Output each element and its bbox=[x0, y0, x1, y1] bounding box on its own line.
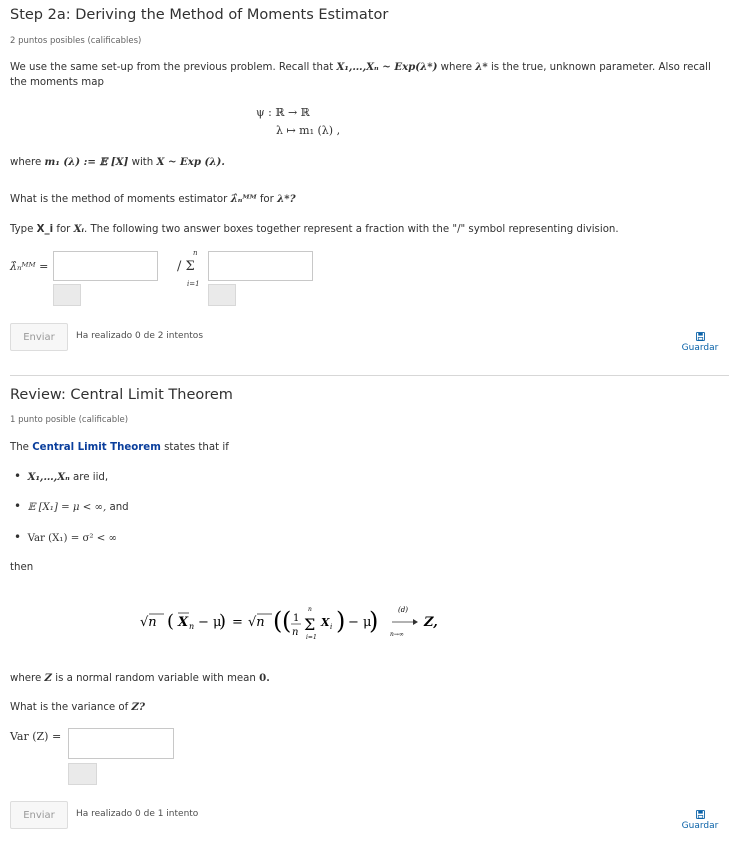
clt-formula bbox=[140, 596, 450, 646]
svg-text:(: ( bbox=[167, 611, 175, 632]
submit-button-2[interactable]: Enviar bbox=[10, 801, 68, 829]
svg-text:): ) bbox=[369, 607, 379, 635]
svg-text:X: X bbox=[178, 615, 189, 630]
save-button-2[interactable]: Guardar bbox=[680, 810, 720, 831]
svg-text:=: = bbox=[232, 615, 243, 630]
problem1-question: What is the method of moments estimator λ̂ₙᴹᴹ for λ*? bbox=[10, 193, 296, 205]
svg-text:n: n bbox=[308, 606, 312, 613]
svg-text:i: i bbox=[330, 623, 333, 631]
svg-text:X: X bbox=[321, 616, 330, 629]
problem1-hint: Type X_i for Xᵢ. The following two answer boxes together represent a fraction with the "/" symbol representing division. bbox=[10, 223, 619, 235]
svg-text:(: ( bbox=[282, 607, 292, 635]
bullet-item: • X₁,…,Xₙ are iid, bbox=[14, 469, 109, 483]
sum-symbol: / Σ bbox=[177, 259, 195, 274]
problem2-points: 1 punto posible (calificable) bbox=[10, 415, 129, 425]
svg-text:n: n bbox=[189, 622, 195, 631]
attempts-2: Ha realizado 0 de 1 intento bbox=[76, 809, 199, 819]
iid-expression: X₁,…,Xₙ ~ Exp(λ*) bbox=[336, 61, 438, 73]
save-icon bbox=[696, 332, 705, 341]
problem1-intro: We use the same set-up from the previous problem. Recall that X₁,…,Xₙ ~ Exp(λ*) where λ* is the true, unknown parameter. Also recall bbox=[10, 61, 711, 73]
moments-map-line2: λ ↦ m₁ (λ) , bbox=[276, 124, 341, 137]
denominator-input[interactable] bbox=[208, 251, 313, 281]
svg-text:√n: √n bbox=[248, 615, 265, 630]
problem1-points: 2 puntos posibles (calificables) bbox=[10, 36, 142, 46]
denominator-status bbox=[208, 284, 236, 306]
svg-text:Σ: Σ bbox=[304, 615, 316, 634]
svg-text:1: 1 bbox=[293, 613, 300, 624]
save-button-1[interactable]: Guardar bbox=[680, 332, 720, 353]
variance-label: Var (Z) = bbox=[10, 730, 62, 743]
variance-input[interactable] bbox=[68, 728, 174, 759]
numerator-input[interactable] bbox=[53, 251, 158, 281]
where-normal: where Z is a normal random variable with mean 0. bbox=[10, 672, 270, 684]
svg-text:i=1: i=1 bbox=[306, 634, 317, 641]
problem1-title: Step 2a: Deriving the Method of Moments Estimator bbox=[10, 7, 389, 23]
variance-status bbox=[68, 763, 97, 785]
svg-text:(d): (d) bbox=[398, 606, 408, 614]
sum-upper: n bbox=[193, 249, 198, 257]
svg-text:): ) bbox=[336, 607, 346, 635]
problem2-intro: The Central Limit Theorem states that if bbox=[10, 442, 229, 453]
problem2-title: Review: Central Limit Theorem bbox=[10, 387, 233, 403]
sum-lower: i=1 bbox=[187, 280, 200, 288]
submit-button-1[interactable]: Enviar bbox=[10, 323, 68, 351]
svg-text:Z,: Z, bbox=[424, 615, 438, 630]
attempts-1: Ha realizado 0 de 2 intentos bbox=[76, 331, 204, 341]
estimator-label: λ̂ₙᴹᴹ = bbox=[10, 260, 49, 273]
save-icon bbox=[696, 810, 705, 819]
bullet-item: • 𝔼 [X₁] = μ < ∞, and bbox=[14, 499, 129, 513]
clt-link[interactable]: Central Limit Theorem bbox=[32, 442, 161, 453]
svg-text:n: n bbox=[292, 627, 299, 638]
bullet-item: • Var (X₁) = σ² < ∞ bbox=[14, 530, 118, 544]
svg-text:n→∞: n→∞ bbox=[390, 631, 404, 638]
then-text: then bbox=[10, 562, 34, 573]
where-moment: where m₁ (λ) := 𝔼 [X] with X ~ Exp (λ). bbox=[10, 156, 225, 168]
problem-divider bbox=[10, 375, 729, 376]
problem2-question: What is the variance of Z? bbox=[10, 701, 145, 713]
problem1-intro-line2: the moments map bbox=[10, 77, 104, 88]
svg-text:): ) bbox=[219, 611, 227, 632]
svg-text:(: ( bbox=[273, 607, 283, 635]
numerator-status bbox=[53, 284, 81, 306]
svg-text:− μ: − μ bbox=[348, 615, 372, 630]
svg-text:√n: √n bbox=[140, 615, 157, 630]
moments-map-line1: ψ : ℝ → ℝ bbox=[256, 106, 310, 119]
svg-text:− μ: − μ bbox=[198, 615, 222, 630]
